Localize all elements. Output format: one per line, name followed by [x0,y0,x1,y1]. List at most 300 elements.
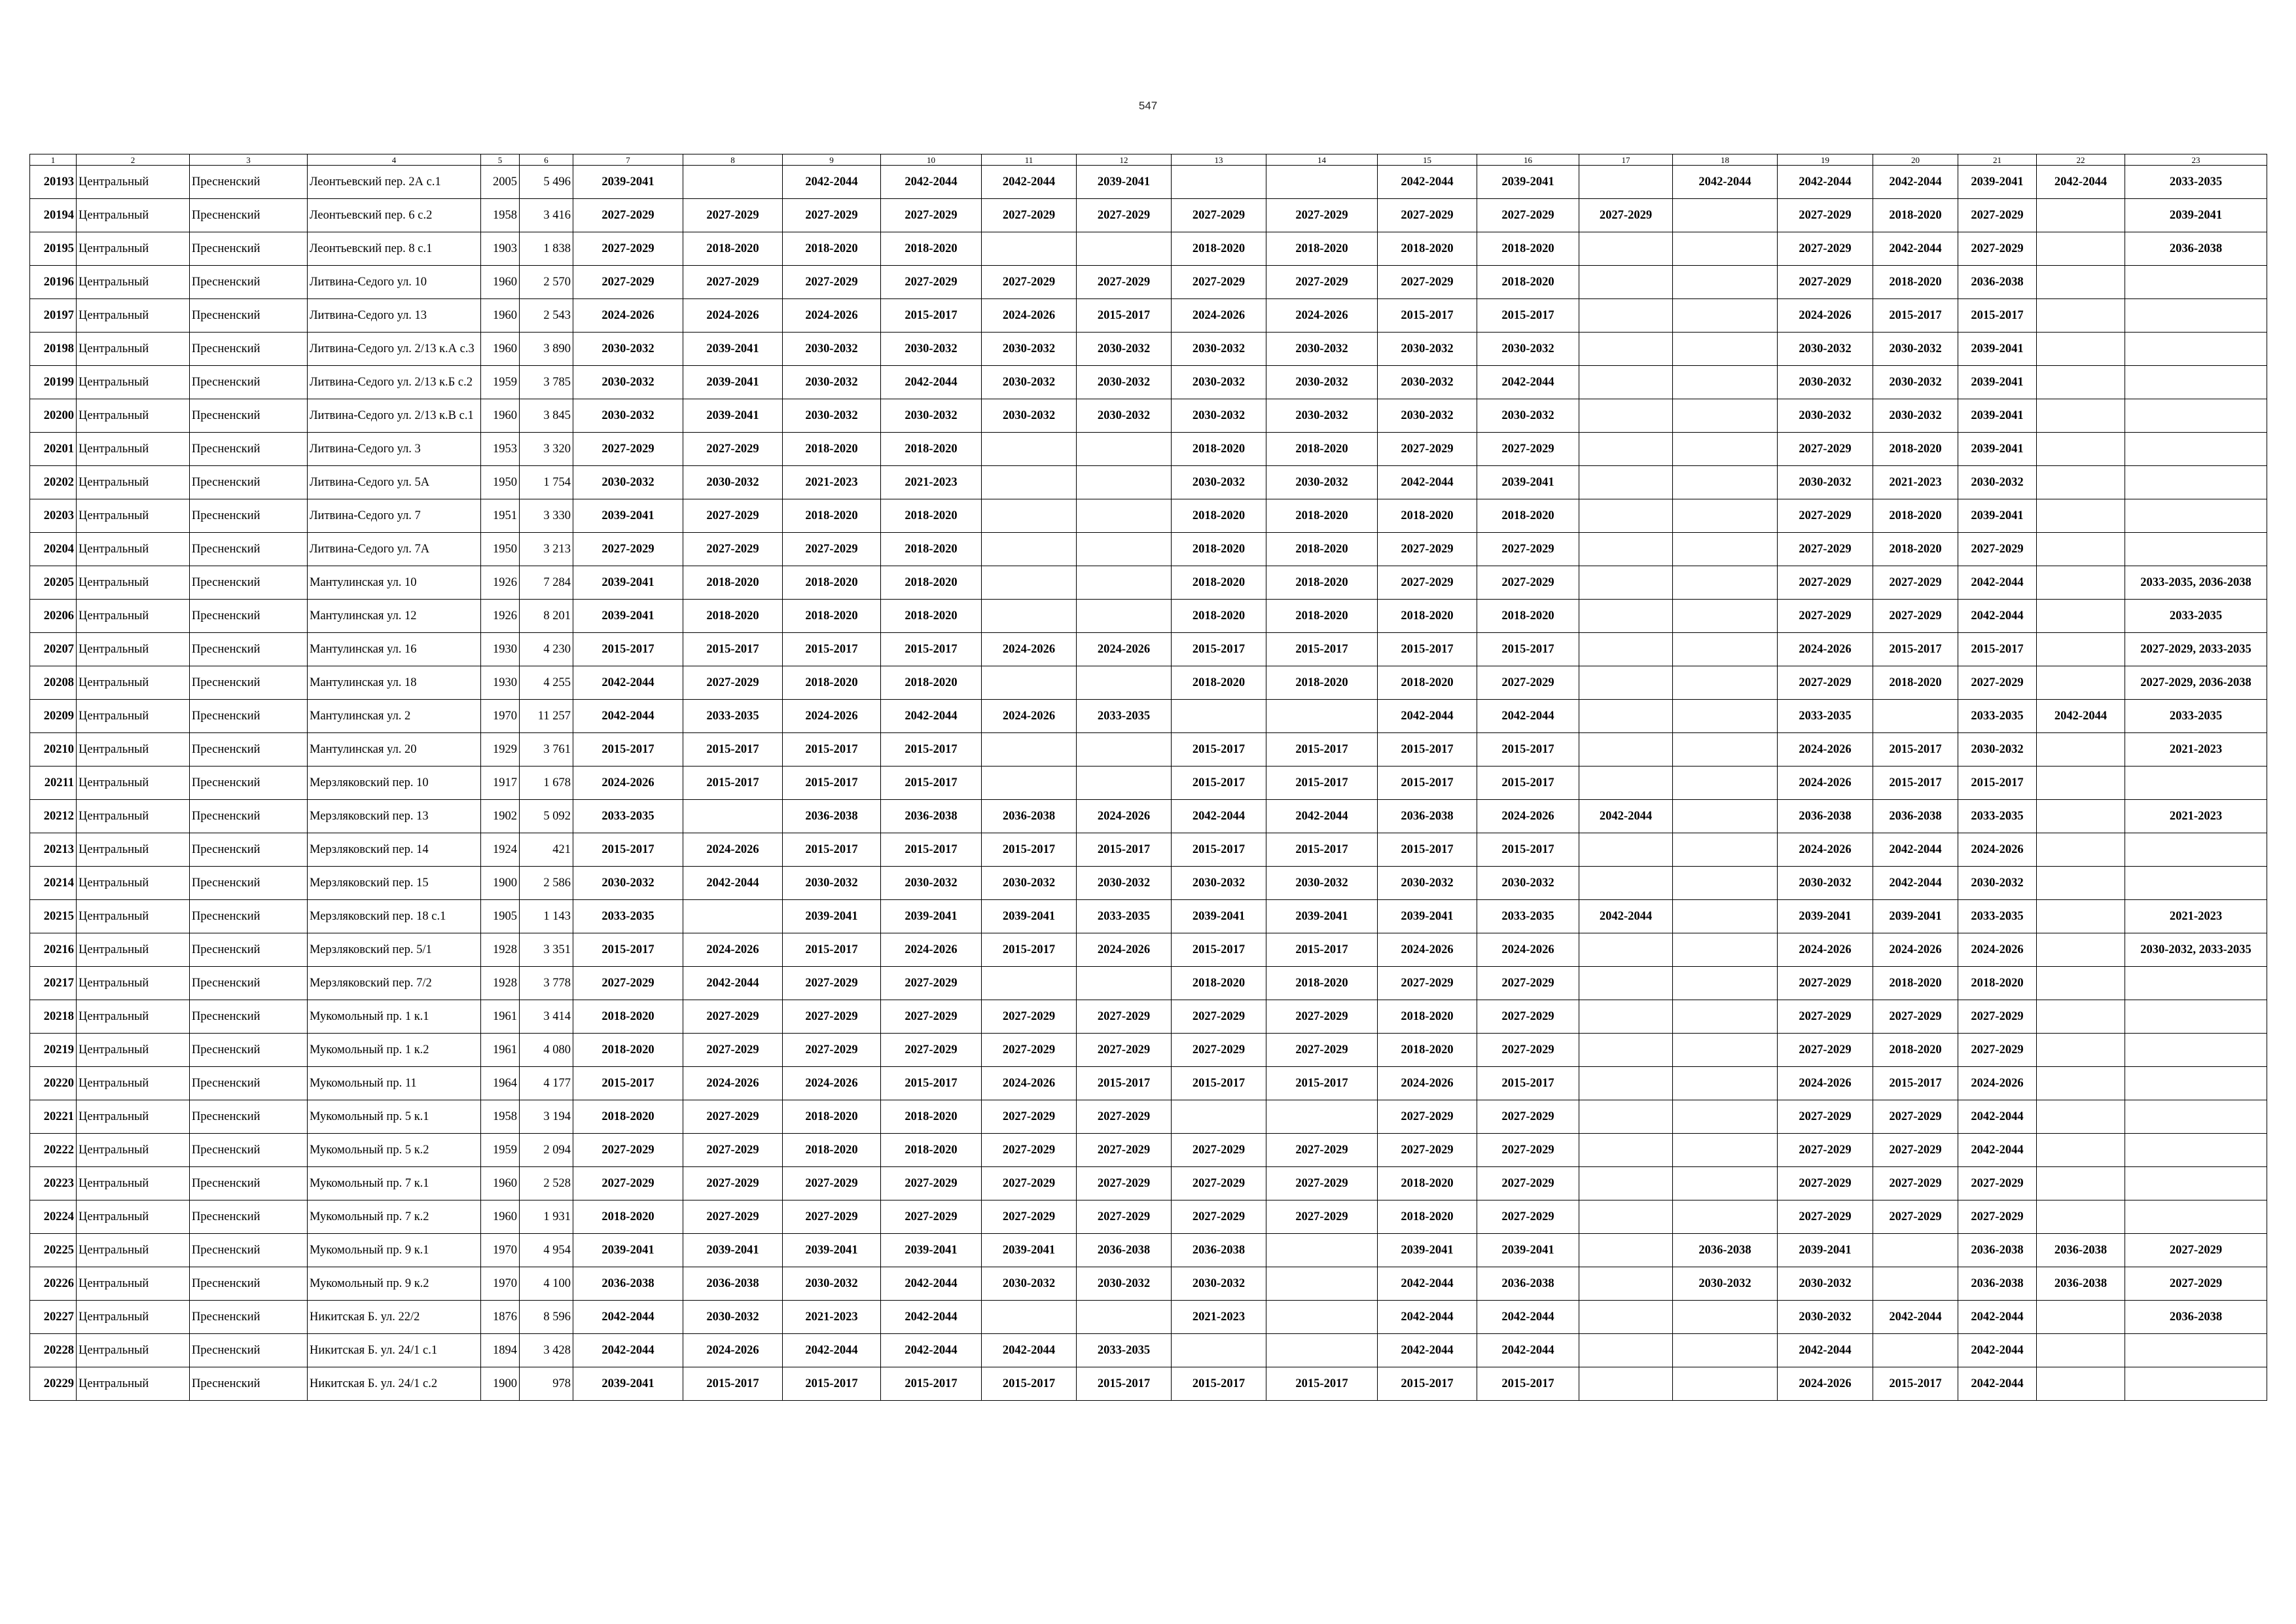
table-cell [1673,1167,1778,1200]
table-cell: 2 543 [520,299,573,333]
table-cell: Центральный [77,700,190,733]
table-cell: 2021-2023 [1172,1301,1266,1334]
table-cell: 2027-2029 [1477,1034,1579,1067]
table-cell: 2027-2029 [1378,1100,1477,1134]
table-cell: 20203 [30,499,77,533]
table-cell: 3 761 [520,733,573,767]
column-number-9: 9 [783,154,881,166]
table-row [30,533,2267,566]
table-row [30,266,2267,299]
table-cell: 2027-2029 [1958,533,2037,566]
table-cell: 2042-2044 [1958,600,2037,633]
table-cell: 2042-2044 [1378,466,1477,499]
table-cell: 2027-2029 [1077,1100,1172,1134]
table-cell: 2027-2029 [1378,433,1477,466]
table-cell: 1960 [481,1167,520,1200]
table-cell [2037,333,2125,366]
table-cell [2037,833,2125,867]
table-cell: 2030-2032 [1778,1301,1873,1334]
table-cell: 20200 [30,399,77,433]
table-cell: 3 194 [520,1100,573,1134]
table-cell: 20228 [30,1334,77,1367]
table-cell: 2027-2029 [683,1034,783,1067]
table-cell: 421 [520,833,573,867]
table-cell: 3 330 [520,499,573,533]
table-cell [1579,1100,1673,1134]
table-cell [1673,433,1778,466]
column-number-19: 19 [1778,154,1873,166]
table-cell: 2042-2044 [783,1334,881,1367]
table-cell [1579,967,1673,1000]
table-cell: 2018-2020 [1873,967,1958,1000]
table-cell: Центральный [77,1200,190,1234]
table-cell: 2027-2029 [982,199,1077,232]
table-cell: 2015-2017 [881,733,982,767]
table-cell: 2027-2029 [1958,1034,2037,1067]
table-cell: 2015-2017 [881,1067,982,1100]
table-cell: 2030-2032 [1266,867,1378,900]
table-cell: 1924 [481,833,520,867]
table-cell: 2042-2044 [1579,800,1673,833]
table-cell: 2027-2029 [1958,1200,2037,1234]
table-cell: 2015-2017 [1172,833,1266,867]
table-cell: 2018-2020 [1873,533,1958,566]
table-cell [982,566,1077,600]
table-cell: 3 414 [520,1000,573,1034]
table-cell [1579,733,1673,767]
table-cell: 20227 [30,1301,77,1334]
table-cell: 2033-2035 [1077,700,1172,733]
table-cell [1579,499,1673,533]
table-cell [2125,1334,2267,1367]
table-cell: 2015-2017 [1378,767,1477,800]
table-cell: 2030-2032 [783,1267,881,1301]
table-cell: 2030-2032 [1673,1267,1778,1301]
table-cell: 2018-2020 [1266,967,1378,1000]
table-cell: Центральный [77,967,190,1000]
table-cell: Мантулинская ул. 18 [308,666,481,700]
table-cell: 2018-2020 [881,566,982,600]
table-cell: Мантулинская ул. 2 [308,700,481,733]
table-cell: 2033-2035, 2036-2038 [2125,566,2267,600]
table-cell: 2027-2029 [1172,199,1266,232]
table-cell [1673,767,1778,800]
column-number-13: 13 [1172,154,1266,166]
table-cell: 2030-2032 [1077,399,1172,433]
table-cell: 2027-2029 [1172,1034,1266,1067]
table-cell: 2036-2038 [2037,1234,2125,1267]
column-number-6: 6 [520,154,573,166]
data-table [29,154,2267,1401]
table-cell: 2042-2044 [573,1301,683,1334]
table-cell [2037,366,2125,399]
table-cell [683,800,783,833]
table-cell: 2027-2029 [1778,232,1873,266]
table-cell: 4 255 [520,666,573,700]
table-cell: 2030-2032 [1873,333,1958,366]
table-cell: 2015-2017 [1172,933,1266,967]
table-cell: 2027-2029 [1077,1034,1172,1067]
table-cell: 2027-2029 [683,1100,783,1134]
table-cell: Центральный [77,633,190,666]
table-cell: Центральный [77,767,190,800]
table-cell [1579,600,1673,633]
table-cell: 2030-2032 [1077,333,1172,366]
table-cell: 2042-2044 [881,366,982,399]
table-cell: 2039-2041 [1958,433,2037,466]
column-number-5: 5 [481,154,520,166]
table-cell: Центральный [77,232,190,266]
table-cell: 2042-2044 [1378,1334,1477,1367]
table-cell: 2027-2029 [1172,1167,1266,1200]
table-cell: 2030-2032 [1378,867,1477,900]
table-cell: 2042-2044 [1873,166,1958,199]
table-cell: 2015-2017 [1077,833,1172,867]
table-cell [1266,166,1378,199]
table-cell [2037,1000,2125,1034]
table-cell: 2018-2020 [1378,499,1477,533]
table-cell: 2039-2041 [1477,166,1579,199]
table-cell: 2036-2038 [1958,1267,2037,1301]
table-cell: 2018-2020 [1172,533,1266,566]
table-cell: Центральный [77,733,190,767]
table-cell: 2027-2029 [1477,666,1579,700]
table-cell: 2030-2032 [1266,366,1378,399]
table-cell: 2018-2020 [1266,600,1378,633]
table-cell [1673,700,1778,733]
table-cell: 2027-2029 [881,1000,982,1034]
table-cell [2037,232,2125,266]
table-cell: 2030-2032 [1172,366,1266,399]
table-cell: 2030-2032 [881,333,982,366]
table-cell: 20217 [30,967,77,1000]
table-cell: 2015-2017 [1077,1367,1172,1401]
table-cell [2037,1167,2125,1200]
table-cell: 2021-2023 [783,1301,881,1334]
table-cell [2125,499,2267,533]
table-cell: 2024-2026 [982,633,1077,666]
table-row [30,299,2267,333]
table-cell: 2015-2017 [1958,299,2037,333]
table-cell [2037,967,2125,1000]
table-cell: 2 570 [520,266,573,299]
table-cell [2037,666,2125,700]
table-cell: 2042-2044 [881,700,982,733]
table-cell: Центральный [77,1267,190,1301]
table-cell: Мукомольный пр. 5 к.1 [308,1100,481,1134]
table-cell: Пресненский [190,1334,308,1367]
table-cell: 1950 [481,466,520,499]
table-cell: 2024-2026 [881,933,982,967]
table-cell: Пресненский [190,433,308,466]
table-cell: 1960 [481,333,520,366]
table-cell: 2015-2017 [573,633,683,666]
table-cell: 2027-2029 [1778,1000,1873,1034]
table-cell: 2030-2032 [683,1301,783,1334]
table-cell: 2039-2041 [881,1234,982,1267]
table-cell: 2015-2017 [982,833,1077,867]
table-cell: 2021-2023 [1873,466,1958,499]
table-cell: 2033-2035 [1778,700,1873,733]
table-cell: 2018-2020 [1172,967,1266,1000]
table-cell: 2030-2032 [1477,333,1579,366]
table-cell: Центральный [77,1000,190,1034]
table-cell: 2018-2020 [783,433,881,466]
table-cell: 978 [520,1367,573,1401]
table-cell [1172,1334,1266,1367]
table-cell: 2030-2032 [1778,333,1873,366]
table-cell: 2030-2032 [1778,867,1873,900]
table-cell: Пресненский [190,600,308,633]
table-cell: 2027-2029 [1778,1134,1873,1167]
table-cell: Пресненский [190,633,308,666]
table-cell: 2018-2020 [881,1100,982,1134]
table-cell: 1900 [481,867,520,900]
table-cell: 2015-2017 [783,1367,881,1401]
table-cell [1673,867,1778,900]
table-cell: 2039-2041 [881,900,982,933]
table-cell: 1 838 [520,232,573,266]
table-cell: 2015-2017 [881,299,982,333]
table-cell: 2027-2029 [1077,1134,1172,1167]
table-cell: Мантулинская ул. 20 [308,733,481,767]
table-cell: 2036-2038 [2125,1301,2267,1334]
table-cell: 2042-2044 [1172,800,1266,833]
table-cell [1077,232,1172,266]
table-cell: 2039-2041 [573,1234,683,1267]
table-cell: 2015-2017 [783,833,881,867]
table-cell: 2018-2020 [881,232,982,266]
table-cell: 2027-2029 [683,1200,783,1234]
table-cell [1673,967,1778,1000]
table-cell: 2036-2038 [1172,1234,1266,1267]
table-cell [1673,466,1778,499]
column-number-2: 2 [77,154,190,166]
table-cell: 2015-2017 [1958,633,2037,666]
table-cell: 20223 [30,1167,77,1200]
table-cell: 2021-2023 [881,466,982,499]
table-cell [1673,366,1778,399]
table-cell: 2018-2020 [1477,266,1579,299]
table-cell [1077,433,1172,466]
table-row [30,1234,2267,1267]
table-cell: 2015-2017 [1378,299,1477,333]
table-cell: 5 496 [520,166,573,199]
table-cell: 2027-2029 [1778,600,1873,633]
table-cell [1077,466,1172,499]
table-cell: 1960 [481,399,520,433]
table-cell: 2036-2038 [982,800,1077,833]
table-row [30,800,2267,833]
table-cell: 2030-2032 [1477,399,1579,433]
table-cell: 2042-2044 [2037,700,2125,733]
table-cell [2037,499,2125,533]
table-cell: 1950 [481,533,520,566]
table-cell [1673,933,1778,967]
table-cell: 2015-2017 [1477,1067,1579,1100]
table-cell: 2027-2029 [1477,1000,1579,1034]
table-cell: 2024-2026 [683,833,783,867]
table-cell: 20207 [30,633,77,666]
table-cell [1673,666,1778,700]
table-cell [1579,767,1673,800]
table-cell [2037,1134,2125,1167]
table-cell: 2030-2032 [1873,399,1958,433]
table-row [30,700,2267,733]
table-cell: 2042-2044 [1958,1334,2037,1367]
table-cell: 2027-2029 [1077,1167,1172,1200]
table-cell: Центральный [77,366,190,399]
table-cell: 3 778 [520,967,573,1000]
table-cell: 2018-2020 [1378,1034,1477,1067]
table-row [30,666,2267,700]
table-cell: 2036-2038 [1077,1234,1172,1267]
table-cell: 2024-2026 [1958,833,2037,867]
table-cell: 2024-2026 [1778,833,1873,867]
table-cell: Никитская Б. ул. 24/1 с.1 [308,1334,481,1367]
table-cell: 2030-2032 [1873,366,1958,399]
table-cell: 2030-2032, 2033-2035 [2125,933,2267,967]
table-cell: 2015-2017 [881,633,982,666]
table-cell: 2015-2017 [1958,767,2037,800]
table-cell [2125,1134,2267,1167]
table-cell: 2027-2029 [881,967,982,1000]
table-cell [1579,399,1673,433]
table-cell: 2027-2029 [1958,666,2037,700]
table-cell [1579,1067,1673,1100]
table-cell [1579,666,1673,700]
table-cell: 2027-2029 [573,199,683,232]
table-cell: Пресненский [190,1367,308,1401]
table-cell: 2018-2020 [1873,266,1958,299]
table-cell: 2027-2029 [1477,199,1579,232]
table-cell: 2027-2029 [1778,266,1873,299]
table-cell: 20194 [30,199,77,232]
table-cell: 2024-2026 [1778,1067,1873,1100]
table-cell: 1959 [481,366,520,399]
table-cell: 2018-2020 [881,499,982,533]
table-cell: 2030-2032 [1077,867,1172,900]
table-cell: 2018-2020 [783,1134,881,1167]
table-cell: 20197 [30,299,77,333]
table-cell: 20211 [30,767,77,800]
table-cell: 2018-2020 [573,1034,683,1067]
table-cell: 2018-2020 [1958,967,2037,1000]
table-cell: 2042-2044 [1579,900,1673,933]
table-row [30,566,2267,600]
table-cell: 2027-2029 [1378,533,1477,566]
column-number-11: 11 [982,154,1077,166]
table-cell: 2027-2029 [982,1034,1077,1067]
table-cell: 1917 [481,767,520,800]
table-cell: 2027-2029 [1778,1200,1873,1234]
table-cell: 1 143 [520,900,573,933]
table-cell [2125,433,2267,466]
table-cell: 2042-2044 [1378,1301,1477,1334]
table-row [30,733,2267,767]
table-cell: 2015-2017 [1266,1367,1378,1401]
table-cell: 2018-2020 [783,566,881,600]
table-cell: 2024-2026 [982,700,1077,733]
table-cell: 2018-2020 [683,600,783,633]
table-cell [1673,333,1778,366]
table-cell [1266,1301,1378,1334]
table-cell: 2027-2029 [982,1167,1077,1200]
table-cell: 2039-2041 [1378,900,1477,933]
table-row [30,833,2267,867]
table-cell: 2027-2029 [683,266,783,299]
table-cell: 2018-2020 [683,232,783,266]
table-cell [2125,1034,2267,1067]
table-cell [2125,967,2267,1000]
table-row [30,366,2267,399]
table-cell: Пресненский [190,1034,308,1067]
table-cell: 20214 [30,867,77,900]
table-cell: Пресненский [190,733,308,767]
table-cell [2125,266,2267,299]
table-cell: Пресненский [190,1167,308,1200]
table-cell: 2018-2020 [1873,499,1958,533]
table-cell: 2036-2038 [1873,800,1958,833]
table-cell: 2015-2017 [1378,833,1477,867]
table-cell: 4 177 [520,1067,573,1100]
table-row [30,1200,2267,1234]
table-cell: 2030-2032 [1958,733,2037,767]
table-cell: 2024-2026 [1378,1067,1477,1100]
table-cell: 2027-2029 [1172,1000,1266,1034]
table-cell: 2027-2029 [783,1167,881,1200]
table-cell: 2024-2026 [982,1067,1077,1100]
table-cell: 2027-2029 [1077,1000,1172,1034]
table-cell: 2027-2029 [573,1134,683,1167]
table-cell: 2030-2032 [783,333,881,366]
table-cell: 2030-2032 [1172,333,1266,366]
table-cell [683,900,783,933]
table-cell: 2027-2029 [683,1134,783,1167]
table-cell [2125,399,2267,433]
table-cell: 2027-2029 [1477,433,1579,466]
table-cell: Центральный [77,399,190,433]
column-number-20: 20 [1873,154,1958,166]
table-cell: 2027-2029 [1378,266,1477,299]
table-cell: 2015-2017 [573,733,683,767]
table-cell: Центральный [77,833,190,867]
table-cell: Центральный [77,1367,190,1401]
table-cell: Пресненский [190,299,308,333]
table-cell: Центральный [77,600,190,633]
table-cell: 2027-2029 [1266,1134,1378,1167]
column-number-7: 7 [573,154,683,166]
table-cell [2037,266,2125,299]
table-cell [982,600,1077,633]
table-cell: 2027-2029 [2125,1267,2267,1301]
table-cell: Пресненский [190,1301,308,1334]
table-cell: Центральный [77,466,190,499]
table-cell: 2018-2020 [1873,1034,1958,1067]
table-cell: 2027-2029 [1172,1200,1266,1234]
table-cell [982,533,1077,566]
table-cell [1172,700,1266,733]
table-cell: 2027-2029 [1778,533,1873,566]
table-cell: 2039-2041 [1477,466,1579,499]
table-cell: 2033-2035 [1958,700,2037,733]
table-cell: 2015-2017 [1266,767,1378,800]
table-cell: 2030-2032 [1172,466,1266,499]
table-cell [1579,299,1673,333]
table-cell [1673,1301,1778,1334]
table-cell: 2015-2017 [1873,1367,1958,1401]
table-row [30,933,2267,967]
